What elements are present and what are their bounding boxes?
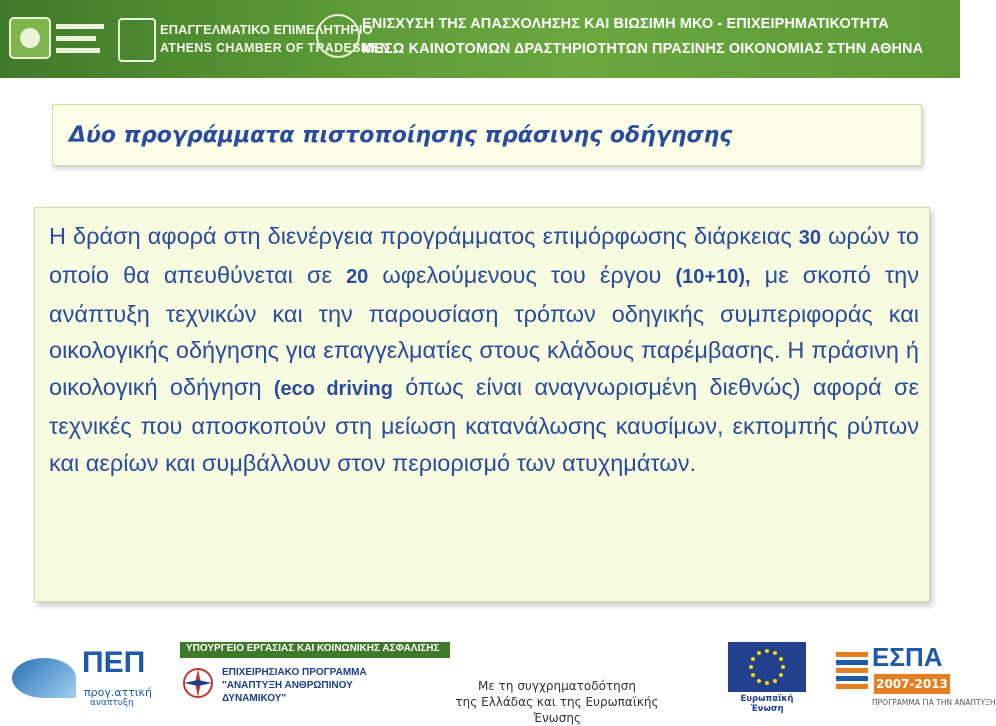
ministry-bar	[180, 642, 450, 658]
chamber-logo	[118, 14, 390, 64]
pep-subtitle-2: αναπτυξη	[90, 698, 134, 708]
body-text-3: ωφελούμενους του έργου	[368, 261, 676, 288]
eco-driving-term: (eco driving	[273, 378, 393, 401]
body-text-5: όπως είναι αναγνωρισμένη διεθνώς) αφορά σε τεχνικές που αποσκοπούν στη μείωση κατανάλωσης καυσίμων, εκπομπής ρύπων και αερίων και συμβάλλουν στον περιορισμό των ατυχημάτων.	[49, 374, 919, 476]
slide-title: Δύο προγράμματα πιστοποίησης πράσινης οδήγησης	[69, 122, 733, 148]
espa-stripes-icon	[836, 652, 868, 692]
chamber-name-english: ATHENS CHAMBER OF TRADESMEN	[160, 41, 390, 55]
banner-title-line2: ΜΕΣΩ ΚΑΙΝΟΤΟΜΩΝ ΔΡΑΣΤΗΡΙΟΤΗΤΩΝ ΠΡΑΣΙΝΗΣ ΟΙΚΟΝΟΜΙΑΣ ΣΤΗΝ ΑΘΗΝΑ	[362, 41, 924, 57]
pep-swoosh-icon	[12, 658, 76, 698]
body-text-1: Η δράση αφορά στη διενέργεια προγράμματος επιμόρφωσης διάρκειας	[49, 223, 799, 249]
eu-logo	[728, 642, 806, 714]
cofinance-line2: της Ελλάδας και της Ευρωπαϊκής Ένωσης	[455, 695, 659, 725]
banner-title-line1: ΕΝΙΣΧΥΣΗ ΤΗΣ ΑΠΑΣΧΟΛΗΣΗΣ ΚΑΙ ΒΙΩΣΙΜΗ ΜΚΟ - ΕΠΙΧΕΙΡΗΜΑΤΙΚΟΤΗΤΑ	[362, 16, 889, 32]
program-label	[222, 666, 402, 705]
espa-logo	[836, 642, 996, 710]
content-box	[34, 207, 930, 602]
beneficiaries-number: 20	[346, 265, 369, 288]
body-paragraph	[49, 218, 919, 482]
title-box	[52, 104, 922, 166]
banner-title	[362, 12, 956, 62]
eu-flag-icon	[728, 642, 806, 692]
cofinance-line1: Με τη συγχρηματοδότηση	[478, 679, 636, 693]
body-text-2: ωρών το οποίο θα απευθύνεται σε	[49, 223, 919, 288]
body-text-4: με σκοπό την ανάπτυξη τεχνικών και την παρουσίαση τρόπων οδηγικής συμπεριφοράς και οικολογικής οδήγησης για επαγγελματίες στους κλάδους παρέμβασης. Η πράσινη ή οικολογική οδήγηση	[49, 261, 919, 401]
header-banner	[0, 0, 960, 78]
program-line1: ΕΠΙΧΕΙΡΗΣΙΑΚΟ ΠΡΟΓΡΑΜΜΑ	[222, 667, 367, 678]
espa-word: ΕΣΠΑ	[872, 642, 943, 672]
footer-logos	[0, 636, 996, 725]
seal-icon	[316, 14, 360, 58]
espa-tagline: ΠΡΟΓΡΑΜΜΑ ΓΙΑ ΤΗΝ ΑΝΑΠΤΥΞΗ	[872, 698, 996, 707]
program-compass-icon	[182, 664, 214, 702]
eu-label: Ευρωπαϊκή Ένωση	[740, 694, 794, 714]
split-number: (10+10),	[675, 265, 751, 288]
program-line2: "ΑΝΑΠΤΥΞΗ ΑΝΘΡΩΠΙΝΟΥ ΔΥΝΑΜΙΚΟΥ"	[222, 680, 353, 704]
chamber-emblem-icon	[118, 18, 156, 62]
region-logo-icon	[8, 10, 108, 68]
pep-logo-text: ΠΕΠ	[82, 646, 146, 679]
cofinance-text	[452, 678, 662, 726]
hours-number: 30	[798, 227, 821, 249]
pep-logo	[12, 642, 162, 710]
pep-subtitle-1: προγ.αττική	[84, 686, 153, 699]
ministry-label: ΥΠΟΥΡΓΕΙΟ ΕΡΓΑΣΙΑΣ ΚΑΙ ΚΟΙΝΩΝΙΚΗΣ ΑΣΦΑΛΙΣΗΣ	[186, 643, 440, 654]
chamber-name-greek: ΕΠΑΓΓΕΛΜΑΤΙΚΟ ΕΠΙΜΕΛΗΤΗΡΙΟ	[160, 22, 373, 37]
espa-years: 2007-2013	[874, 674, 950, 694]
